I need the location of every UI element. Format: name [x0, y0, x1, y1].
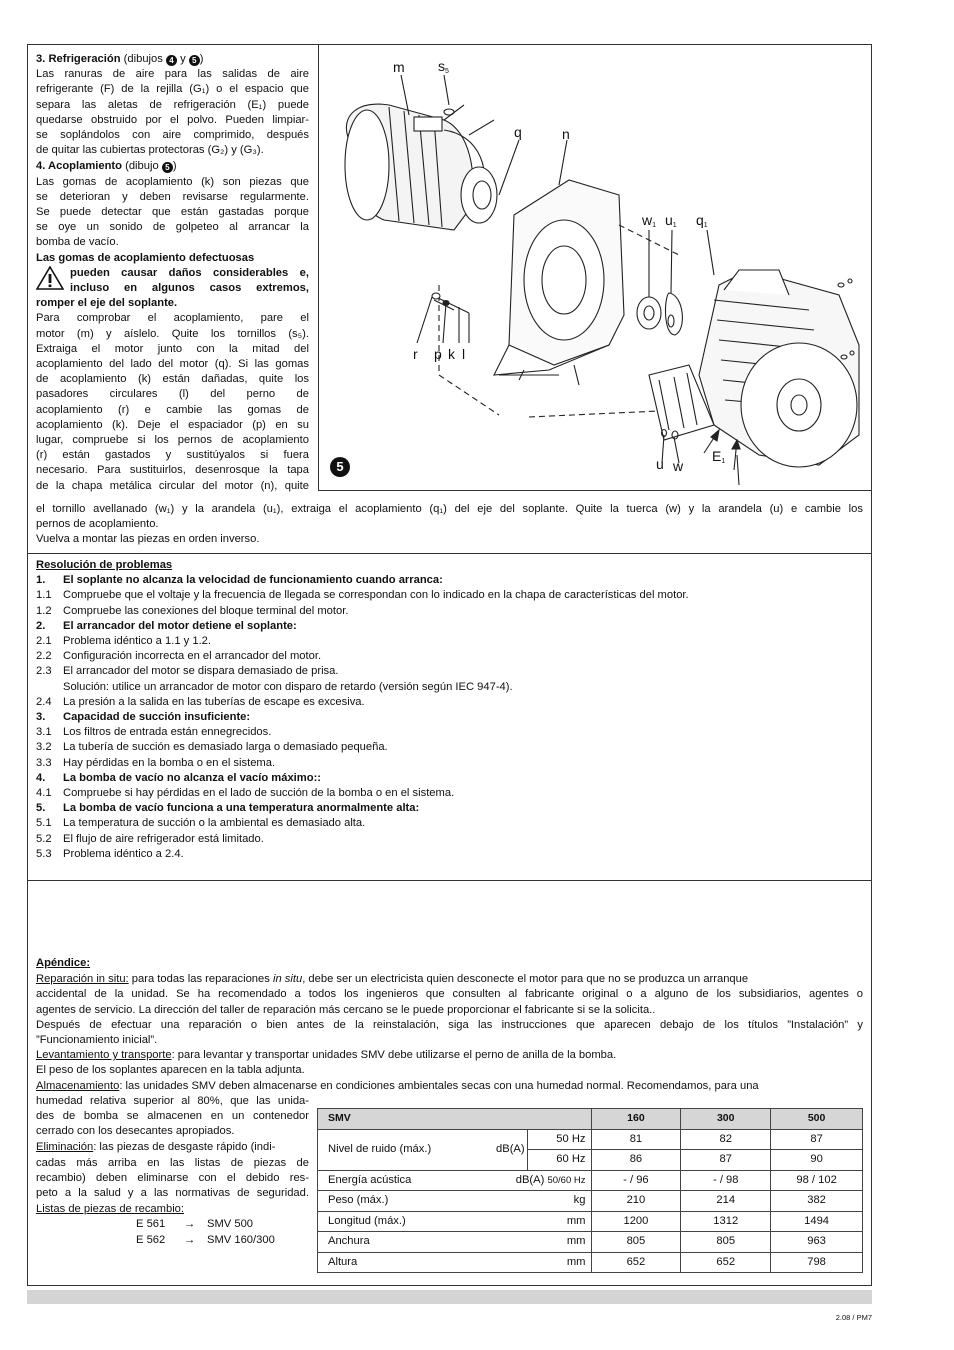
- troubleshooting-text: Los filtros de entrada están ennegrecidos.: [63, 726, 272, 739]
- energy-label: Energía acústica: [318, 1170, 488, 1191]
- footer-bar: [27, 1290, 872, 1304]
- repair-label: Reparación in situ:: [36, 973, 129, 986]
- troubleshooting-item: [36, 649, 863, 664]
- cooling-ref-pre: (dibujos: [123, 53, 163, 65]
- coupling-procedure-line: Para comprobar el acoplamiento, pare el: [36, 312, 309, 325]
- troubleshooting-item: [36, 664, 863, 679]
- drawing-5-badge: 5: [162, 162, 173, 173]
- troubleshooting-item: [36, 786, 863, 801]
- spec-row-unit: mm: [487, 1232, 591, 1253]
- parts-code: E 561: [136, 1218, 166, 1231]
- label-e1-main: E: [712, 448, 722, 464]
- spec-value-160: 210: [591, 1191, 681, 1212]
- coupling-procedure-line: de la chapa metálica circular del motor (n), quite: [36, 479, 309, 492]
- spec-value-500: 963: [771, 1232, 863, 1253]
- noise-60-160: 86: [591, 1150, 681, 1171]
- spec-row-label: Longitud (máx.): [318, 1211, 488, 1232]
- appendix-title: Apéndice:: [36, 957, 91, 969]
- energy-unit-cell: [487, 1170, 591, 1191]
- figure-bottom-border: [318, 490, 872, 491]
- troubleshooting-number: 1.: [36, 574, 46, 587]
- cooling-line: de quitar las cubiertas protectoras (G₂) y (G₃).: [36, 144, 264, 157]
- section-troubleshooting: [36, 558, 863, 862]
- noise-50-500: 87: [771, 1129, 863, 1150]
- warning-line: incluso en algunos casos extremos,: [70, 282, 309, 295]
- troubleshooting-text: El arrancador del motor detiene el soplante:: [63, 619, 297, 632]
- coupling-procedure-line: necesario. Para sustituirlos, desenrosque la tapa: [36, 464, 309, 477]
- storage-line: humedad relativa superior al 80%, que las unida-: [36, 1094, 309, 1107]
- energy-500: 98 / 102: [771, 1170, 863, 1191]
- cooling-line: Las ranuras de aire para las salidas de aire: [36, 68, 309, 81]
- storage-line: cerrado con los desecantes apropiados.: [36, 1125, 235, 1138]
- spec-value-160: 805: [591, 1232, 681, 1253]
- cooling-line: refrigerante (F) de la rejilla (G₁) o el espacio que: [36, 83, 309, 96]
- coupling-procedure-line: acoplamiento (k). Deje el espaciador (p) en su: [36, 418, 309, 431]
- label-q1-sub: 1: [703, 222, 708, 229]
- repair-line: agentes de servicio. La dirección del taller de reparación más cercano se le puede proporcionar el fabricante si se la solicita..: [36, 1003, 656, 1016]
- spec-header-500: 500: [771, 1109, 863, 1130]
- spec-row-unit: mm: [487, 1252, 591, 1273]
- troubleshooting-item: [36, 695, 863, 710]
- troubleshooting-text: Problema idéntico a 1.1 y 1.2.: [63, 635, 212, 648]
- label-u1-main: u: [665, 212, 673, 228]
- coupling-line: bomba de vacío.: [36, 236, 119, 249]
- storage-paragraph: [36, 1079, 863, 1094]
- cooling-heading: [36, 52, 309, 67]
- label-n: n: [562, 126, 570, 142]
- troubleshooting-item: [36, 680, 863, 695]
- troubleshooting-text: El arrancador del motor se dispara demasiado de prisa.: [63, 665, 339, 678]
- storage-lines: [36, 1094, 309, 1140]
- storage-label: Almacenamiento: [36, 1079, 120, 1092]
- troubleshooting-text: Solución: utilice un arrancador de motor con disparo de retardo (versión según IEC 947-4).: [63, 680, 513, 693]
- coupling-procedure-line: motor (m) y aíslelo. Quite los tornillos (s₅).: [36, 327, 309, 340]
- disposal-lines: [36, 1156, 309, 1202]
- coupling-procedure-line: (r) están gastados y sustitúyalos si fuera: [36, 449, 309, 462]
- repair-lines: [36, 987, 863, 1048]
- pump-exploded-diagram: [319, 45, 871, 490]
- coupling-continuation-line: pernos de acoplamiento.: [36, 518, 159, 531]
- disposal-line: cadas más arriba en las listas de piezas de: [36, 1156, 309, 1169]
- spec-value-300: 805: [681, 1232, 771, 1253]
- troubleshooting-number: 4.1: [36, 787, 52, 800]
- cooling-body: [36, 67, 309, 158]
- spec-row-noise-50: [318, 1129, 863, 1150]
- noise-freq-60: 60 Hz: [527, 1150, 591, 1171]
- coupling-line: Se puede detectar que están gastadas porque: [36, 206, 309, 219]
- coupling-heading: [36, 159, 309, 174]
- spec-row-energy: [318, 1170, 863, 1191]
- cooling-ref-and: y: [180, 53, 186, 65]
- noise-50-300: 82: [681, 1129, 771, 1150]
- spec-header-300: 300: [681, 1109, 771, 1130]
- parts-code: E 562: [136, 1233, 166, 1246]
- section-cooling: [36, 52, 309, 494]
- disposal-line: recambio) deben eliminarse con el debido res-: [36, 1171, 309, 1184]
- footer-code: 2.08 / PM7: [835, 1313, 872, 1322]
- spec-value-500: 382: [771, 1191, 863, 1212]
- troubleshooting-number: 5.3: [36, 847, 52, 860]
- label-q1-main: q: [696, 212, 704, 228]
- warning-line: Las gomas de acoplamiento defectuosas: [36, 251, 255, 264]
- troubleshooting-text: La bomba de vacío funciona a una temperatura anormalmente alta:: [63, 802, 420, 815]
- troubleshooting-item: [36, 832, 863, 847]
- troubleshooting-text: La tubería de succión es demasiado larga o demasiado pequeña.: [63, 741, 388, 754]
- spec-value-500: 1494: [771, 1211, 863, 1232]
- cooling-line: separa las aletas de refrigeración (E₁) puede: [36, 98, 309, 111]
- spec-header-160: 160: [591, 1109, 681, 1130]
- troubleshooting-item: [36, 801, 863, 816]
- troubleshooting-item: [36, 604, 863, 619]
- troubleshooting-item: [36, 740, 863, 755]
- cooling-title: 3. Refrigeración: [36, 53, 121, 65]
- troubleshooting-text: La bomba de vacío no alcanza el vacío máximo::: [63, 771, 322, 784]
- label-w1-main: w: [642, 212, 653, 228]
- spec-value-160: 652: [591, 1252, 681, 1273]
- cooling-line: se soplándolos con aire comprimido, después: [36, 129, 309, 142]
- troubleshooting-text: Problema idéntico a 2.4.: [63, 847, 184, 860]
- label-s-sub: 5: [445, 68, 449, 75]
- coupling-procedure-line: de acoplamiento (k) están dañadas, quite los: [36, 373, 309, 386]
- troubleshooting-item: [36, 588, 863, 603]
- spec-header-model: SMV: [318, 1109, 592, 1130]
- troubleshooting-list: [36, 573, 863, 862]
- troubleshooting-number: 1.1: [36, 589, 52, 602]
- label-e1: [712, 449, 725, 464]
- coupling-ref-pre: (dibujo: [125, 160, 159, 173]
- energy-300: - / 98: [681, 1170, 771, 1191]
- repair-text-1: para todas las reparaciones: [128, 973, 273, 986]
- spec-row: [318, 1252, 863, 1273]
- lift-paragraph: [36, 1048, 863, 1063]
- disposal-label: Eliminación: [36, 1141, 94, 1154]
- energy-unit: dB(A): [515, 1173, 545, 1186]
- troubleshooting-text: Compruebe que el voltaje y la frecuencia de llegada se correspondan con lo indicado en la chapa de características del motor.: [63, 589, 689, 602]
- label-u1-sub: 1: [672, 222, 677, 229]
- divider-1: [27, 553, 872, 554]
- storage-line: des de bomba se almacenen en un contenedor: [36, 1110, 309, 1123]
- spec-value-300: 214: [681, 1191, 771, 1212]
- troubleshooting-number: 5.2: [36, 832, 52, 845]
- noise-label: Nivel de ruido (máx.): [318, 1129, 488, 1170]
- label-q: q: [514, 124, 522, 140]
- troubleshooting-number: 2.2: [36, 650, 52, 663]
- warning-block: [36, 251, 309, 312]
- parts-model: SMV 160/300: [207, 1233, 275, 1246]
- coupling-procedure-line: acoplamiento (r) e cambie las gomas de: [36, 403, 309, 416]
- parts-arrow: →: [184, 1233, 196, 1246]
- troubleshooting-item: [36, 573, 863, 588]
- disposal-line: peto a la salud y a las normativas de seguridad.: [36, 1187, 309, 1200]
- noise-unit: dB(A): [487, 1129, 527, 1170]
- coupling-procedure-line: Extraiga el motor junto con la mitad del: [36, 342, 309, 355]
- troubleshooting-number: 3.2: [36, 741, 52, 754]
- coupling-continuation-line: el tornillo avellanado (w₁) y la arandela (u₁), extraiga el acoplamiento (q₁) del eje del soplante. Quite la tuerca (w) y la arandela (u) e cambie los: [36, 503, 863, 515]
- troubleshooting-item: [36, 816, 863, 831]
- parts-model: SMV 500: [207, 1218, 254, 1231]
- spec-row-unit: mm: [487, 1211, 591, 1232]
- warning-triangle-icon: [36, 266, 64, 290]
- repair-line: accidental de la unidad. Se ha recomendado a todos los ingenieros que consulten al fabricante original o a alguno de los subsidiarios, agentes o: [36, 988, 863, 1001]
- spec-row-label: Anchura: [318, 1232, 488, 1253]
- troubleshooting-text: El soplante no alcanza la velocidad de funcionamiento cuando arranca:: [63, 574, 443, 587]
- troubleshooting-text: El flujo de aire refrigerador está limitado.: [63, 832, 264, 845]
- spec-header-row: [318, 1109, 863, 1130]
- spec-row: [318, 1232, 863, 1253]
- troubleshooting-number: 3.1: [36, 726, 52, 739]
- storage-text: : las unidades SMV deben almacenarse en condiciones ambientales secas con una humedad normal. Recomendamos, para una: [119, 1079, 759, 1092]
- weight-line: El peso de los soplantes aparecen en la tabla adjunta.: [36, 1064, 305, 1077]
- troubleshooting-item: [36, 756, 863, 771]
- lift-label: Levantamiento y transporte: [36, 1049, 172, 1062]
- label-k: k: [448, 346, 455, 362]
- troubleshooting-number: 2.4: [36, 695, 52, 708]
- label-w: w: [673, 458, 684, 474]
- label-w1-sub: 1: [652, 222, 657, 229]
- repair-emphasis: in situ: [272, 973, 303, 986]
- coupling-procedure-line: pasadores circulares (l) del perno de: [36, 388, 309, 401]
- troubleshooting-text: Compruebe si hay pérdidas en el lado de succión de la bomba o en el sistema.: [63, 787, 455, 800]
- spec-value-300: 1312: [681, 1211, 771, 1232]
- spec-value-500: 798: [771, 1252, 863, 1273]
- coupling-line: se deterioran y deben revisarse regularmente.: [36, 190, 309, 203]
- troubleshooting-item: [36, 619, 863, 634]
- spec-row-label: Altura: [318, 1252, 488, 1273]
- divider-2: [27, 880, 872, 881]
- label-w1: [642, 213, 656, 228]
- troubleshooting-text: Capacidad de succión insuficiente:: [63, 711, 251, 724]
- spec-row: [318, 1211, 863, 1232]
- label-p: p: [434, 346, 442, 362]
- troubleshooting-number: 2.: [36, 619, 46, 632]
- troubleshooting-text: Configuración incorrecta en el arrancador del motor.: [63, 650, 322, 663]
- troubleshooting-number: 3.3: [36, 756, 52, 769]
- noise-50-160: 81: [591, 1129, 681, 1150]
- warning-indented: [36, 266, 309, 296]
- coupling-body: [36, 175, 309, 251]
- label-l: l: [462, 346, 466, 362]
- troubleshooting-text: La temperatura de succión o la ambiental es demasiado alta.: [63, 817, 366, 830]
- spec-row-label: Peso (máx.): [318, 1191, 488, 1212]
- coupling-line: Las gomas de acoplamiento (k) son piezas que: [36, 175, 309, 188]
- troubleshooting-text: La presión a la salida en las tuberías de escape es excesiva.: [63, 695, 365, 708]
- troubleshooting-text: Compruebe las conexiones del bloque terminal del motor.: [63, 604, 349, 617]
- warning-last-line: romper el eje del soplante.: [36, 297, 178, 310]
- troubleshooting-text: Hay pérdidas en la bomba o en el sistema.: [63, 756, 276, 769]
- coupling-line: se oye un sonido de golpeteo al arrancar la: [36, 221, 309, 234]
- troubleshooting-number: 5.: [36, 802, 46, 815]
- label-s5: [438, 59, 449, 74]
- noise-freq-50: 50 Hz: [527, 1129, 591, 1150]
- lift-text: : para levantar y transportar unidades SMV debe utilizarse el perno de anilla de la bomba.: [171, 1049, 617, 1062]
- coupling-ref-post: ): [172, 160, 177, 173]
- spec-value-300: 652: [681, 1252, 771, 1273]
- drawing-4-badge: 4: [166, 55, 177, 66]
- drawing-5-badge: 5: [189, 55, 200, 66]
- warning-line: pueden causar daños considerables e,: [70, 266, 309, 279]
- energy-freq: 50/60 Hz: [547, 1174, 586, 1186]
- coupling-procedure-line: acoplamiento del lado del motor (q). Si las gomas: [36, 358, 309, 371]
- troubleshooting-item: [36, 771, 863, 786]
- coupling-continuation-line: Vuelva a montar las piezas en orden inverso.: [36, 533, 260, 546]
- repair-paragraph: [36, 972, 863, 987]
- cooling-ref-post: ): [199, 53, 204, 65]
- troubleshooting-item: [36, 725, 863, 740]
- disposal-first: : las piezas de desgaste rápido (indi-: [93, 1141, 276, 1154]
- label-u: u: [656, 456, 664, 472]
- noise-60-300: 87: [681, 1150, 771, 1171]
- troubleshooting-title: Resolución de problemas: [36, 559, 173, 571]
- troubleshooting-number: 3.: [36, 711, 46, 724]
- troubleshooting-number: 1.2: [36, 604, 52, 617]
- noise-60-500: 90: [771, 1150, 863, 1171]
- label-u1: [665, 213, 677, 228]
- repair-text-2: , debe ser un electricista quien desconecte el motor para que no se produzca un arranque: [302, 973, 749, 986]
- spec-value-160: 1200: [591, 1211, 681, 1232]
- repair-line: Después de efectuar una reparación o bien antes de la reinstalación, siga las instrucciones que aparecen debajo de los títulos ”Instalación” y: [36, 1018, 863, 1031]
- repair-line: ”Funcionamiento inicial”.: [36, 1034, 158, 1047]
- spec-row: [318, 1191, 863, 1212]
- coupling-title: 4. Acoplamiento: [36, 160, 122, 173]
- coupling-procedure-line: lugar, compruebe si los pernos de acoplamiento: [36, 434, 309, 447]
- coupling-procedure: [36, 311, 309, 493]
- troubleshooting-number: 2.1: [36, 635, 52, 648]
- label-m: m: [393, 59, 405, 75]
- cooling-line: quedarse obstruido por el polvo. Pueden limpiar-: [36, 113, 309, 126]
- figure-5: [319, 45, 871, 490]
- parts-arrow: →: [184, 1218, 196, 1231]
- troubleshooting-number: 4.: [36, 771, 46, 784]
- energy-160: - / 96: [591, 1170, 681, 1191]
- troubleshooting-number: 5.1: [36, 817, 52, 830]
- troubleshooting-number: 2.3: [36, 665, 52, 678]
- troubleshooting-item: [36, 710, 863, 725]
- label-r: r: [413, 346, 418, 362]
- troubleshooting-item: [36, 847, 863, 862]
- spec-row-unit: kg: [487, 1191, 591, 1212]
- spec-table: [317, 1108, 863, 1273]
- label-q1: [696, 213, 708, 228]
- label-e1-sub: 1: [721, 458, 726, 465]
- parts-list-label: Listas de piezas de recambio:: [36, 1203, 185, 1216]
- coupling-continuation: [36, 502, 863, 548]
- troubleshooting-item: [36, 634, 863, 649]
- figure-number-badge: 5: [330, 457, 350, 477]
- label-s-main: s: [438, 58, 445, 74]
